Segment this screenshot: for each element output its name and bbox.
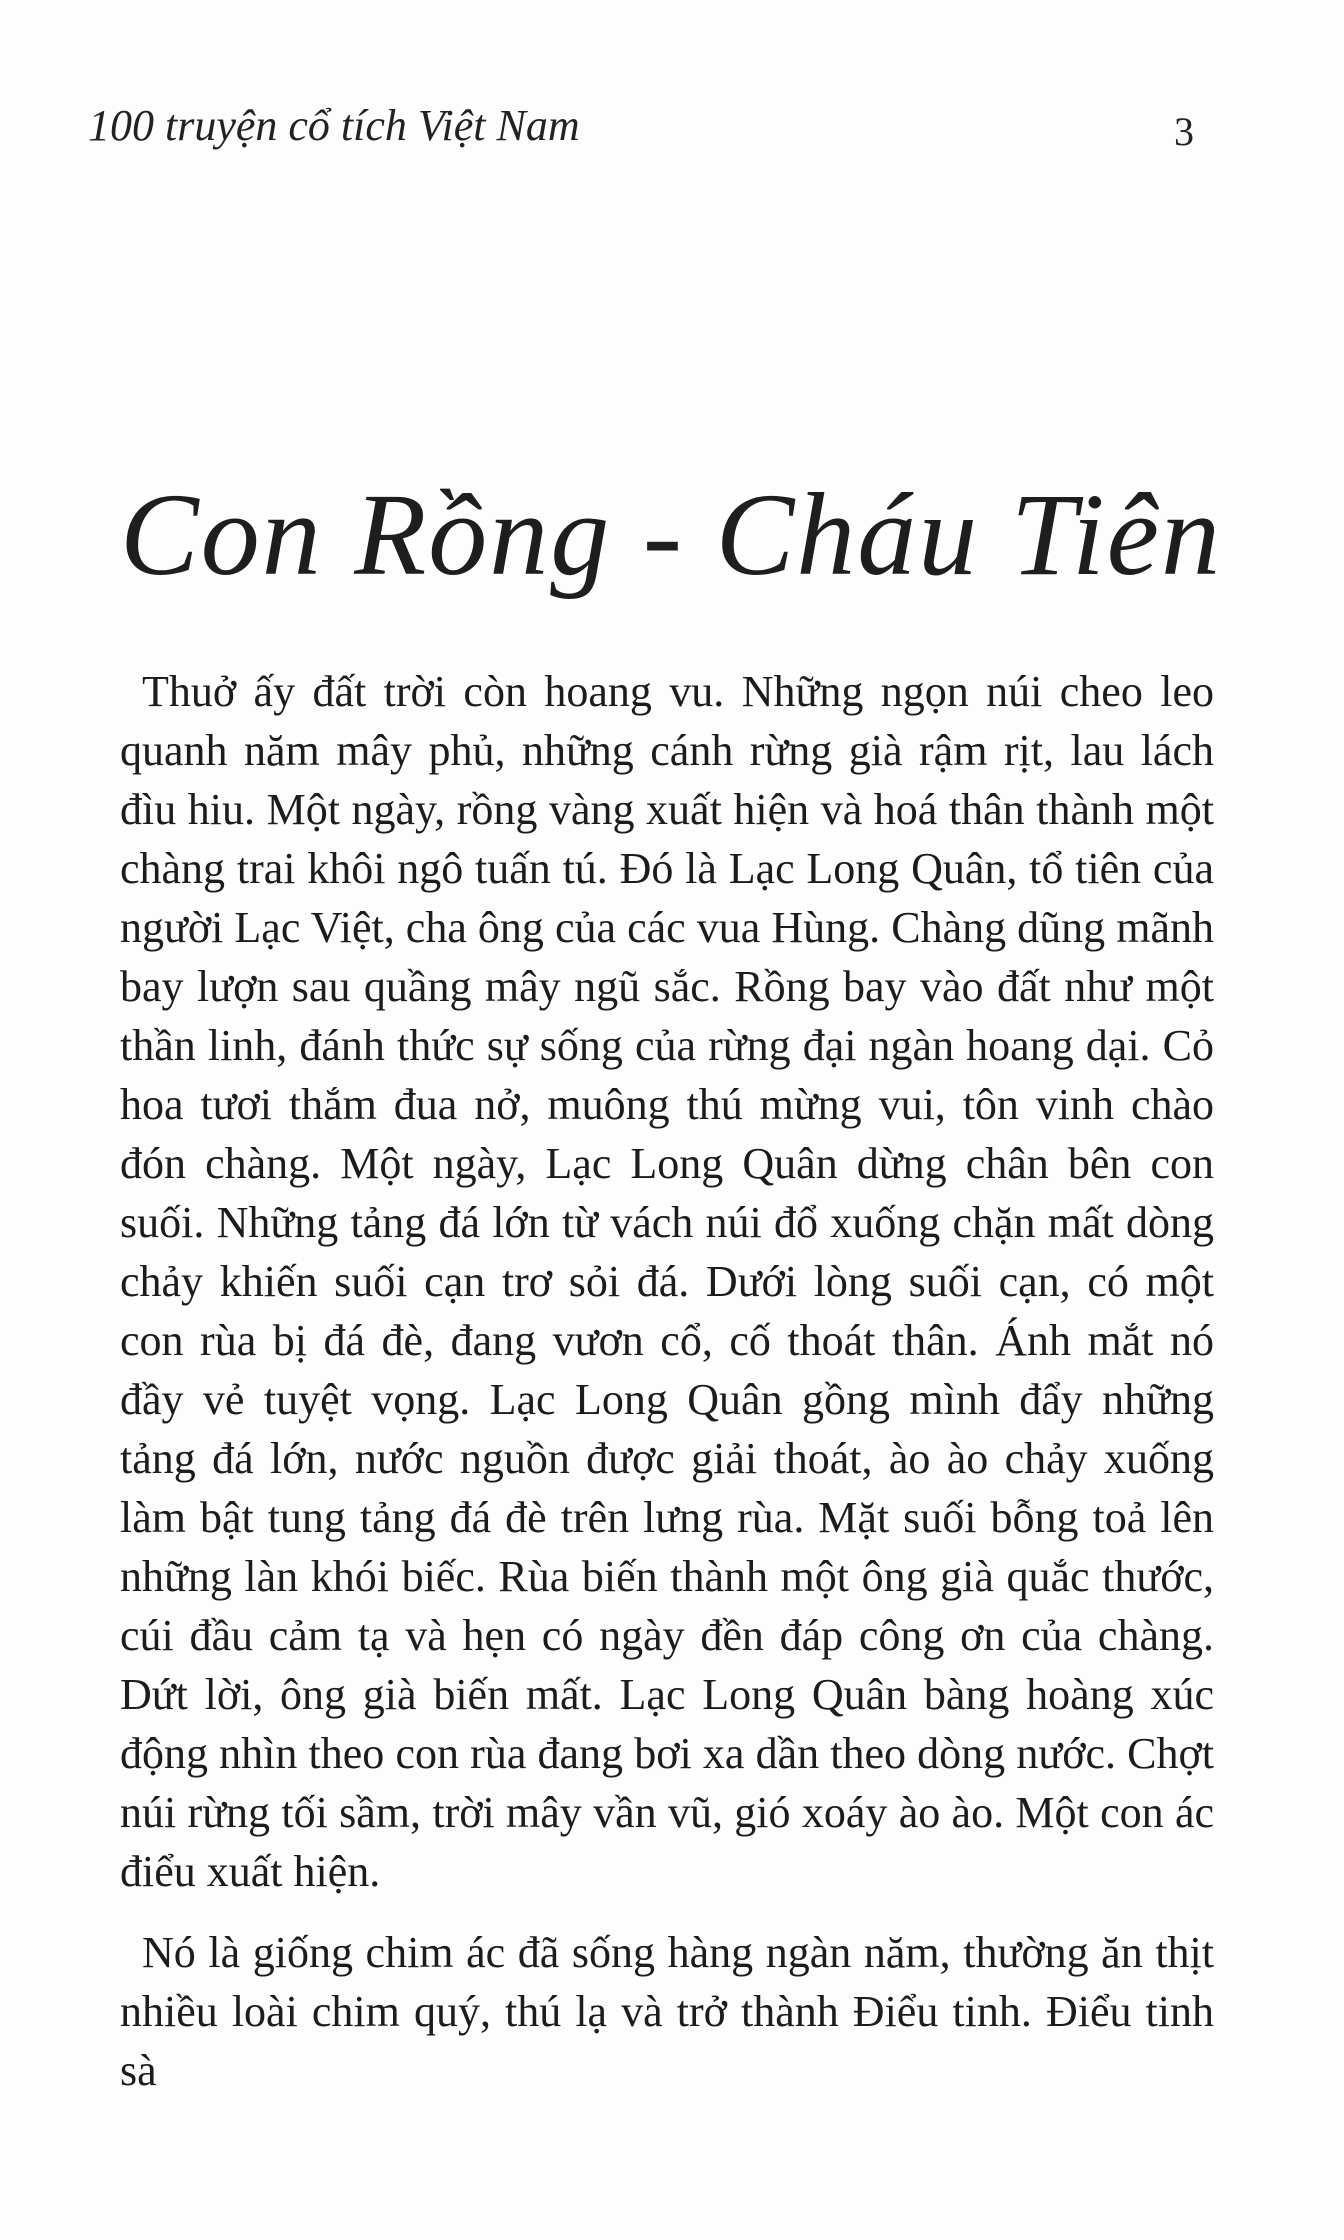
running-header: 100 truyện cổ tích Việt Nam xyxy=(88,101,580,150)
story-body xyxy=(120,662,1214,2122)
paragraph-2: Nó là giống chim ác đã sống hàng ngàn năm, thường ăn thịt nhiều loài chim quý, thú lạ và trở thành Điểu tinh. Điểu tinh sà xyxy=(120,1928,1214,2095)
chapter-title: Con Rồng - Cháu Tiên xyxy=(120,469,1223,600)
page-number: 3 xyxy=(1174,109,1194,154)
paragraph-1: Thuở ấy đất trời còn hoang vu. Những ngọn núi cheo leo quanh năm mây phủ, những cánh rừng già rậm rịt, lau lách đìu hiu. Một ngày, rồng vàng xuất hiện và hoá thân thành một chàng trai khôi ngô tuấn tú. Đó là Lạc Long Quân, tổ tiên của người Lạc Việt, cha ông của các vua Hùng. Chàng dũng mãnh bay lượn sau quầng mây ngũ sắc. Rồng bay vào đất như một thần linh, đánh thức sự sống của rừng đại ngàn hoang dại. Cỏ hoa tươi thắm đua nở, muông thú mừng vui, tôn vinh chào đón chàng. Một ngày, Lạc Long Quân dừng chân bên con suối. Những tảng đá lớn từ vách núi đổ xuống chặn mất dòng chảy khiến suối cạn trơ sỏi đá. Dưới lòng suối cạn, có một con rùa bị đá đè, đang vươn cổ, cố thoát thân. Ánh mắt nó đầy vẻ tuyệt vọng. Lạc Long Quân gồng mình đẩy những tảng đá lớn, nước nguồn được giải thoát, ào ào chảy xuống làm bật tung tảng đá đè trên lưng rùa. Mặt suối bỗng toả lên những làn khói biếc. Rùa biến thành một ông già quắc thước, cúi đầu cảm tạ và hẹn có ngày đền đáp công ơn của chàng. Dứt lời, ông già biến mất. Lạc Long Quân bàng hoàng xúc động nhìn theo con rùa đang bơi xa dần theo dòng nước. Chợt núi rừng tối sầm, trời mây vần vũ, gió xoáy ào ào. Một con ác điểu xuất hiện. xyxy=(120,667,1214,1896)
